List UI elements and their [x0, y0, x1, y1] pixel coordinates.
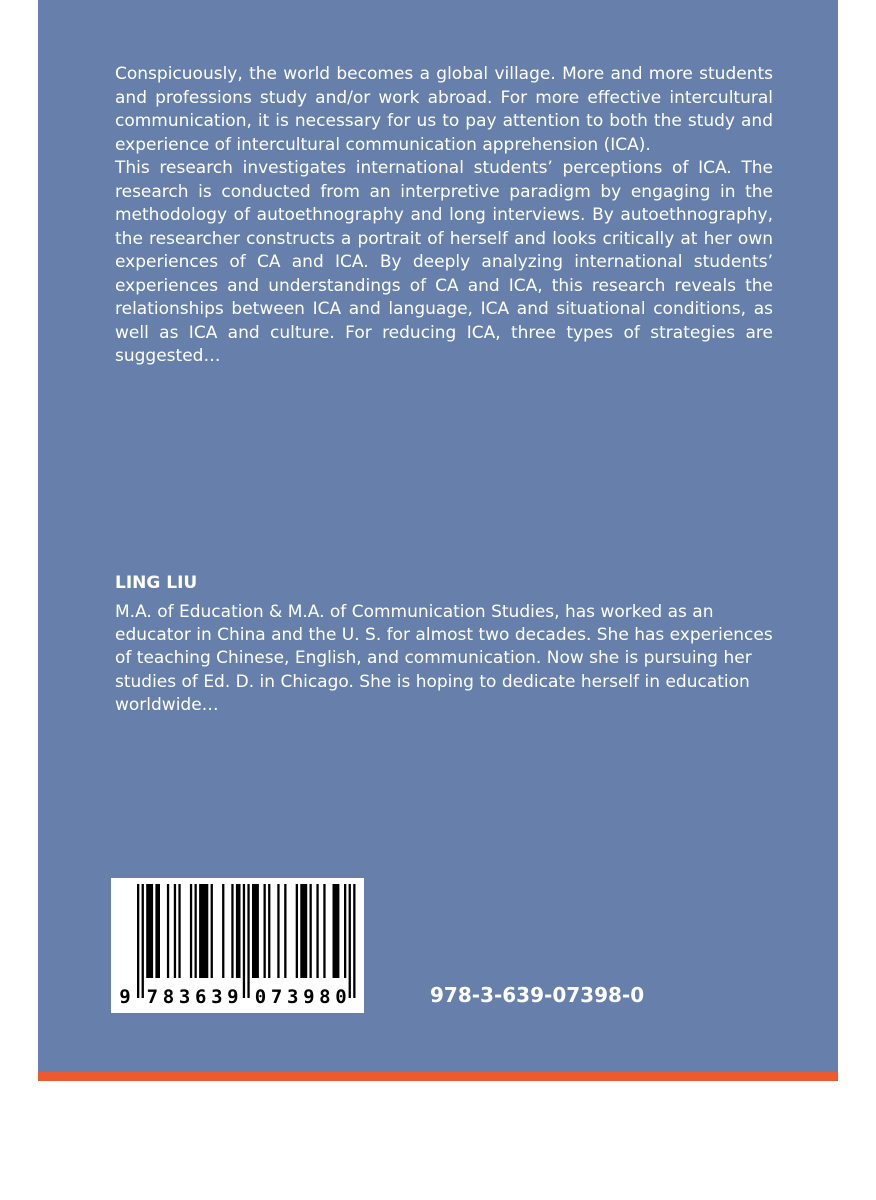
barcode: [111, 878, 364, 1013]
author-name: LING LIU: [115, 573, 198, 593]
barcode-digit: 9: [119, 986, 131, 1008]
isbn-number: 978-3-639-07398-0: [430, 983, 645, 1007]
barcode-bar: [178, 884, 180, 978]
barcode-bar: [236, 884, 241, 978]
barcode-bar: [195, 884, 197, 978]
barcode-digit: 3: [178, 986, 191, 1008]
barcode-bar: [323, 884, 325, 978]
barcode-bar: [190, 884, 192, 978]
barcode-bar: [316, 884, 318, 978]
barcode-bar: [247, 884, 249, 998]
barcode-bar: [167, 884, 169, 978]
barcode-bar: [310, 884, 312, 978]
accent-bar: [38, 1072, 838, 1081]
barcode-digit: 3: [211, 986, 223, 1008]
barcode-bar: [243, 884, 245, 998]
barcode-bar: [349, 884, 351, 998]
barcode-digit: 6: [194, 986, 207, 1008]
barcode-bar: [277, 884, 279, 978]
barcode-bars: [111, 878, 364, 998]
barcode-digit: 9: [303, 986, 315, 1008]
barcode-digits: [111, 985, 364, 1009]
barcode-bar: [252, 884, 259, 978]
barcode-bar: [155, 884, 160, 978]
barcode-bar: [146, 884, 153, 978]
barcode-bar: [333, 884, 340, 978]
barcode-bar: [344, 884, 346, 978]
barcode-digit: 8: [162, 986, 175, 1008]
barcode-bar: [142, 884, 144, 998]
description-paragraph: Conspicuously, the world becomes a global village. More and more students and professions study and/or work abroad. For more effective intercultural communication, it is necessary for us to pay attention to both the study and experience of intercultural communication apprehension (ICA).: [115, 64, 773, 155]
barcode-bar: [231, 884, 233, 978]
barcode-bar: [199, 884, 208, 978]
description-paragraph: This research investigates international students’ perceptions of ICA. The research is conducted from an interpretive paradigm by engaging in the methodology of autoethnography and long interviews. By autoethnography, the researcher constructs a portrait of herself and looks critically at her own experiences of CA and ICA. By deeply analyzing international students’ experiences and understandings of CA and ICA, this research reveals the relationships between ICA and language, ICA and situational conditions, as well as ICA and culture. For reducing ICA, three types of strategies are suggested…: [115, 158, 773, 366]
barcode-bar: [211, 884, 213, 978]
barcode-digit: 7: [270, 986, 283, 1008]
barcode-bar: [353, 884, 355, 998]
barcode-bar: [268, 884, 270, 978]
barcode-digit: 7: [146, 986, 159, 1008]
barcode-digit: 8: [319, 986, 331, 1008]
barcode-bar: [222, 884, 224, 978]
barcode-digit: 3: [286, 986, 299, 1008]
barcode-digit: 0: [254, 986, 267, 1008]
barcode-bar: [300, 884, 307, 978]
barcode-bar: [137, 884, 139, 998]
author-bio: M.A. of Education & M.A. of Communication Studies, has worked as an educator in China and the U. S. for almost two decades. She has experiences of teaching Chinese, English, and communication. Now she is pursuing her studies of Ed. D. in Chicago. She is hoping to dedicate herself in education worldwide…: [115, 602, 773, 715]
barcode-bar: [264, 884, 266, 978]
book-description: [115, 63, 773, 369]
barcode-bar: [174, 884, 176, 978]
barcode-bar: [296, 884, 298, 978]
barcode-digit: 9: [227, 986, 239, 1008]
barcode-digit: 0: [335, 986, 347, 1008]
barcode-bar: [284, 884, 286, 978]
